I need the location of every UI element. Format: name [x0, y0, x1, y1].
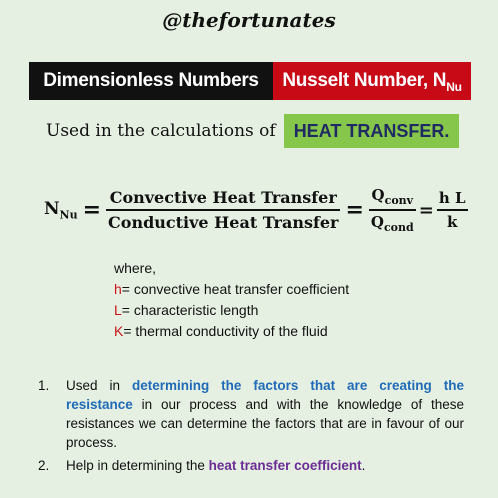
equation-lhs	[44, 199, 78, 221]
fraction2-denominator	[369, 213, 416, 234]
fraction-heat-transfer	[106, 188, 340, 232]
fraction-q	[369, 186, 416, 234]
point-text	[66, 376, 464, 452]
q-cond-subscript: cond	[383, 221, 414, 234]
fraction3-bar	[437, 209, 468, 211]
point-number: 1.	[38, 378, 50, 393]
fraction1-numerator: Convective Heat Transfer	[109, 188, 337, 207]
fraction-hl-k	[437, 189, 468, 231]
handle-title: @thefortunates	[162, 8, 336, 32]
desc-l: = characteristic length	[121, 302, 259, 318]
fraction1-bar	[106, 209, 340, 211]
point-number: 2.	[38, 458, 50, 473]
fraction1-denominator: Conductive Heat Transfer	[108, 213, 339, 232]
where-block	[114, 258, 349, 342]
list-item	[38, 376, 464, 452]
usage-line	[46, 114, 459, 148]
fraction2-numerator	[370, 186, 416, 207]
point-pre: Used in	[66, 378, 132, 393]
usage-highlight: HEAT TRANSFER.	[284, 114, 460, 148]
list-item	[38, 456, 464, 475]
point-highlight: determining the factors that are creating the resistance	[66, 378, 465, 412]
point-post: .	[361, 458, 366, 473]
usage-text: Used in the calculations of	[46, 121, 276, 141]
where-item-k	[114, 321, 349, 342]
fraction3-numerator: h L	[438, 189, 466, 207]
q-cond-symbol: Q	[370, 213, 384, 231]
point-post: in our process and with the knowledge of these resistances we can determine the factors that are in favour of our process.	[66, 397, 464, 450]
q-conv-subscript: conv	[384, 194, 414, 207]
desc-k: = thermal conductivity of the fluid	[123, 323, 328, 339]
where-intro: where,	[114, 260, 157, 276]
nusselt-equation	[44, 186, 468, 234]
where-item-l	[114, 300, 349, 321]
desc-h: = convective heat transfer coefficient	[121, 281, 350, 297]
symbol-h: h	[114, 281, 122, 297]
equals-sign-3: =	[418, 199, 434, 221]
fraction2-bar	[369, 209, 416, 211]
lhs-symbol: N	[44, 198, 60, 219]
point-pre: Help in determining the	[66, 458, 209, 473]
banner-nusselt-subscript: Nu	[446, 79, 462, 94]
equals-sign-2: =	[345, 197, 364, 223]
point-highlight: heat transfer coefficient	[208, 458, 362, 473]
equals-sign-1: =	[82, 197, 102, 223]
banner-nusselt-label: Nusselt Number, N	[282, 70, 447, 91]
banner-dimensionless-numbers: Dimensionless Numbers	[29, 62, 273, 100]
point-text	[66, 456, 365, 475]
banner-nusselt-number	[273, 62, 471, 100]
q-conv-symbol: Q	[371, 186, 385, 204]
symbol-k: K	[114, 323, 124, 339]
where-item-h	[114, 279, 349, 300]
symbol-l: L	[114, 302, 122, 318]
title-banner	[29, 62, 471, 100]
lhs-subscript: Nu	[59, 208, 78, 222]
fraction3-denominator: k	[446, 213, 458, 231]
points-list	[38, 376, 464, 479]
